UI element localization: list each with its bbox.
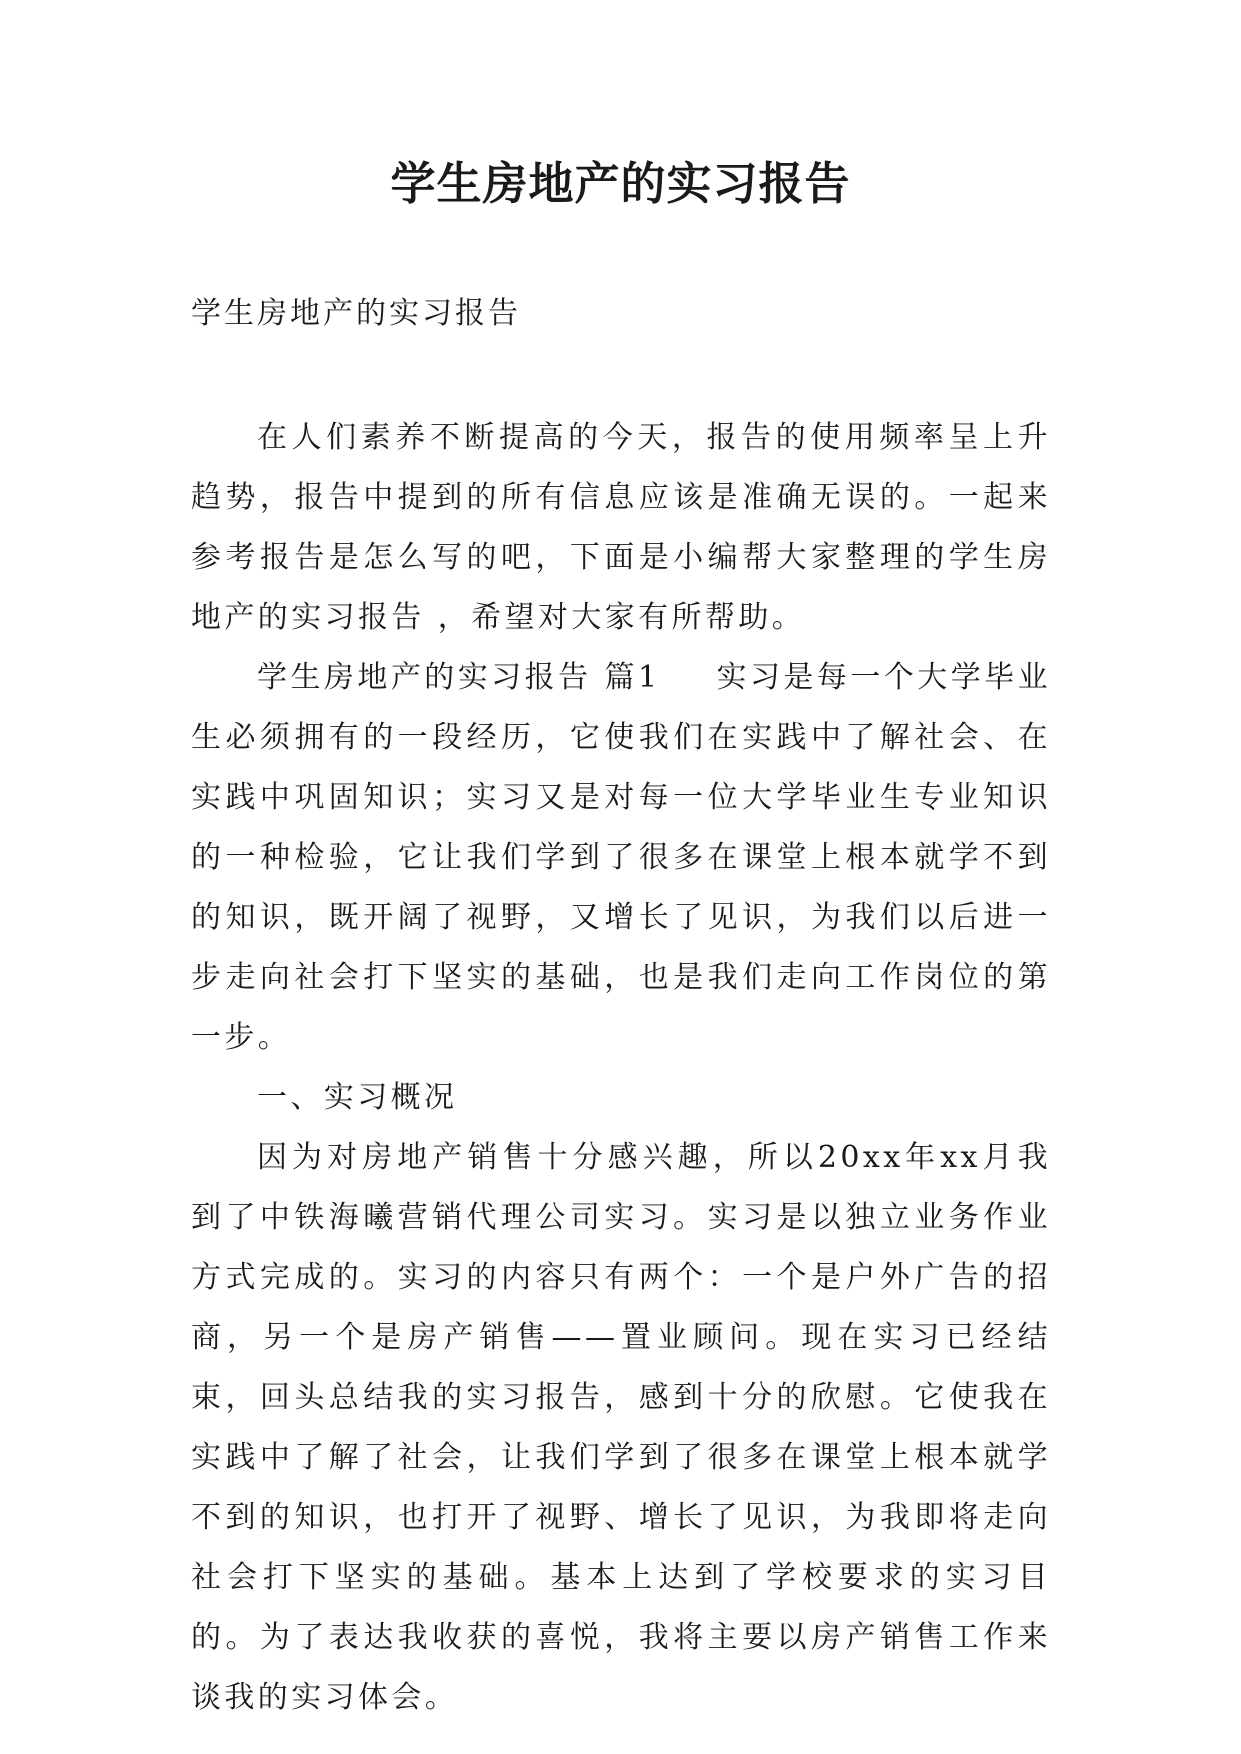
section-body: 实习是每一个大学毕业生必须拥有的一段经历，它使我们在实践中了解社会、在实践中巩固知识；实习又是对每一位大学毕业生专业知识的一种检验，它让我们学到了很多在课堂上根本就学不到的知识，既开阔了视野，又增长了见识，为我们以后进一步走向社会打下坚实的基础，也是我们走向工作岗位的第一步。 <box>191 660 1052 1055</box>
section-paragraph <box>191 648 1051 1068</box>
document-subtitle: 学生房地产的实习报告 <box>191 296 521 331</box>
overview-paragraph: 因为对房地产销售十分感兴趣，所以20xx年xx月我到了中铁海曦营销代理公司实习。实习是以独立业务作业方式完成的。实习的内容只有两个：一个是户外广告的招商，另一个是房产销售——置业顾问。现在实习已经结束，回头总结我的实习报告，感到十分的欣慰。它使我在实践中了解了社会，让我们学到了很多在课堂上根本就学不到的知识，也打开了视野、增长了见识，为我即将走向社会打下坚实的基础。基本上达到了学校要求的实习目的。为了表达我收获的喜悦，我将主要以房产销售工作来谈我的实习体会。 <box>191 1140 1051 1715</box>
document-body <box>191 408 1051 1728</box>
intro-paragraph: 在人们素养不断提高的今天，报告的使用频率呈上升趋势，报告中提到的所有信息应该是准确无误的。一起来参考报告是怎么写的吧，下面是小编帮大家整理的学生房地产的实习报告 ，希望对大家有所帮助。 <box>191 420 1051 635</box>
document-title: 学生房地产的实习报告 <box>390 157 851 210</box>
subsection-heading: 一、实习概况 <box>257 1080 458 1115</box>
section-heading: 学生房地产的实习报告 篇1 <box>257 660 661 695</box>
